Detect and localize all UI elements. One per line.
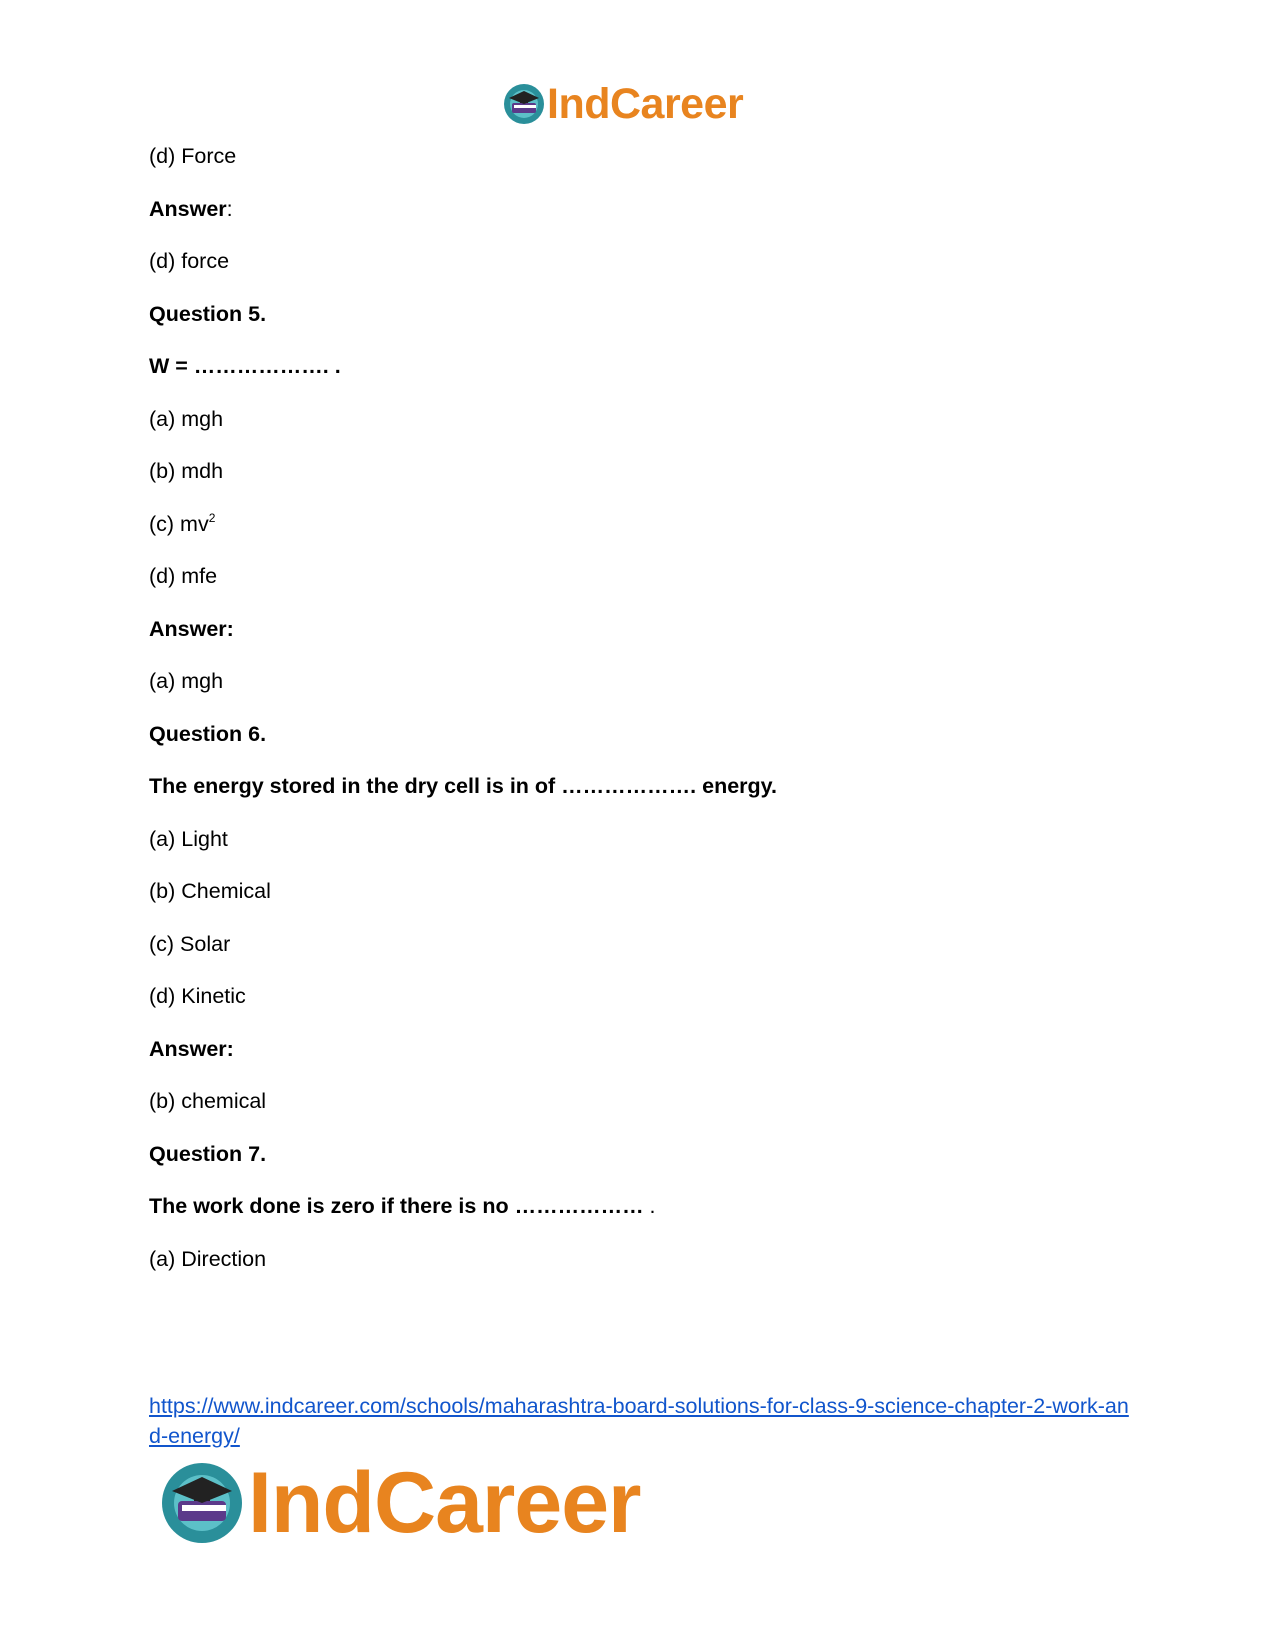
option-line: (c) Solar xyxy=(149,932,231,956)
option-line: (a) Light xyxy=(149,827,228,851)
option-line: (d) mfe xyxy=(149,564,218,588)
graduation-book-icon xyxy=(503,83,545,125)
question-text: W = ………………. . xyxy=(149,354,341,378)
question-text: The energy stored in the dry cell is in of ………………. energy. xyxy=(149,774,778,798)
question-number: Question 7. xyxy=(149,1142,267,1166)
superscript: 2 xyxy=(208,511,216,525)
option-line: (a) Direction xyxy=(149,1247,267,1271)
answer-value: (d) force xyxy=(149,249,230,273)
brand-wordmark: IndCareer xyxy=(547,80,744,128)
option-line: (d) Kinetic xyxy=(149,984,246,1008)
answer-value: (b) chemical xyxy=(149,1089,267,1113)
answer-label: Answer: xyxy=(149,197,233,221)
option-line: (c) $mv^2$ xyxy=(149,511,216,536)
question-text: The work done is zero if there is no ……………… . xyxy=(149,1194,656,1218)
option-line: (b) Chemical xyxy=(149,879,271,903)
header-logo xyxy=(503,80,743,128)
option-line: (b) mdh xyxy=(149,459,224,483)
question-number: Question 6. xyxy=(149,722,267,746)
answer-label: Answer: xyxy=(149,617,234,641)
answer-label: Answer: xyxy=(149,1037,234,1061)
source-url-link[interactable]: https://www.indcareer.com/schools/maharashtra-board-solutions-for-class-9-science-chapter-2-work-and-energy/ xyxy=(149,1394,1129,1448)
option-line: (a) mgh xyxy=(149,407,224,431)
footer-logo xyxy=(160,1455,641,1551)
answer-value: (a) mgh xyxy=(149,669,224,693)
brand-wordmark: IndCareer xyxy=(248,1455,641,1551)
question-number: Question 5. xyxy=(149,302,267,326)
graduation-book-icon xyxy=(160,1461,244,1545)
option-line: (d) Force xyxy=(149,144,237,168)
